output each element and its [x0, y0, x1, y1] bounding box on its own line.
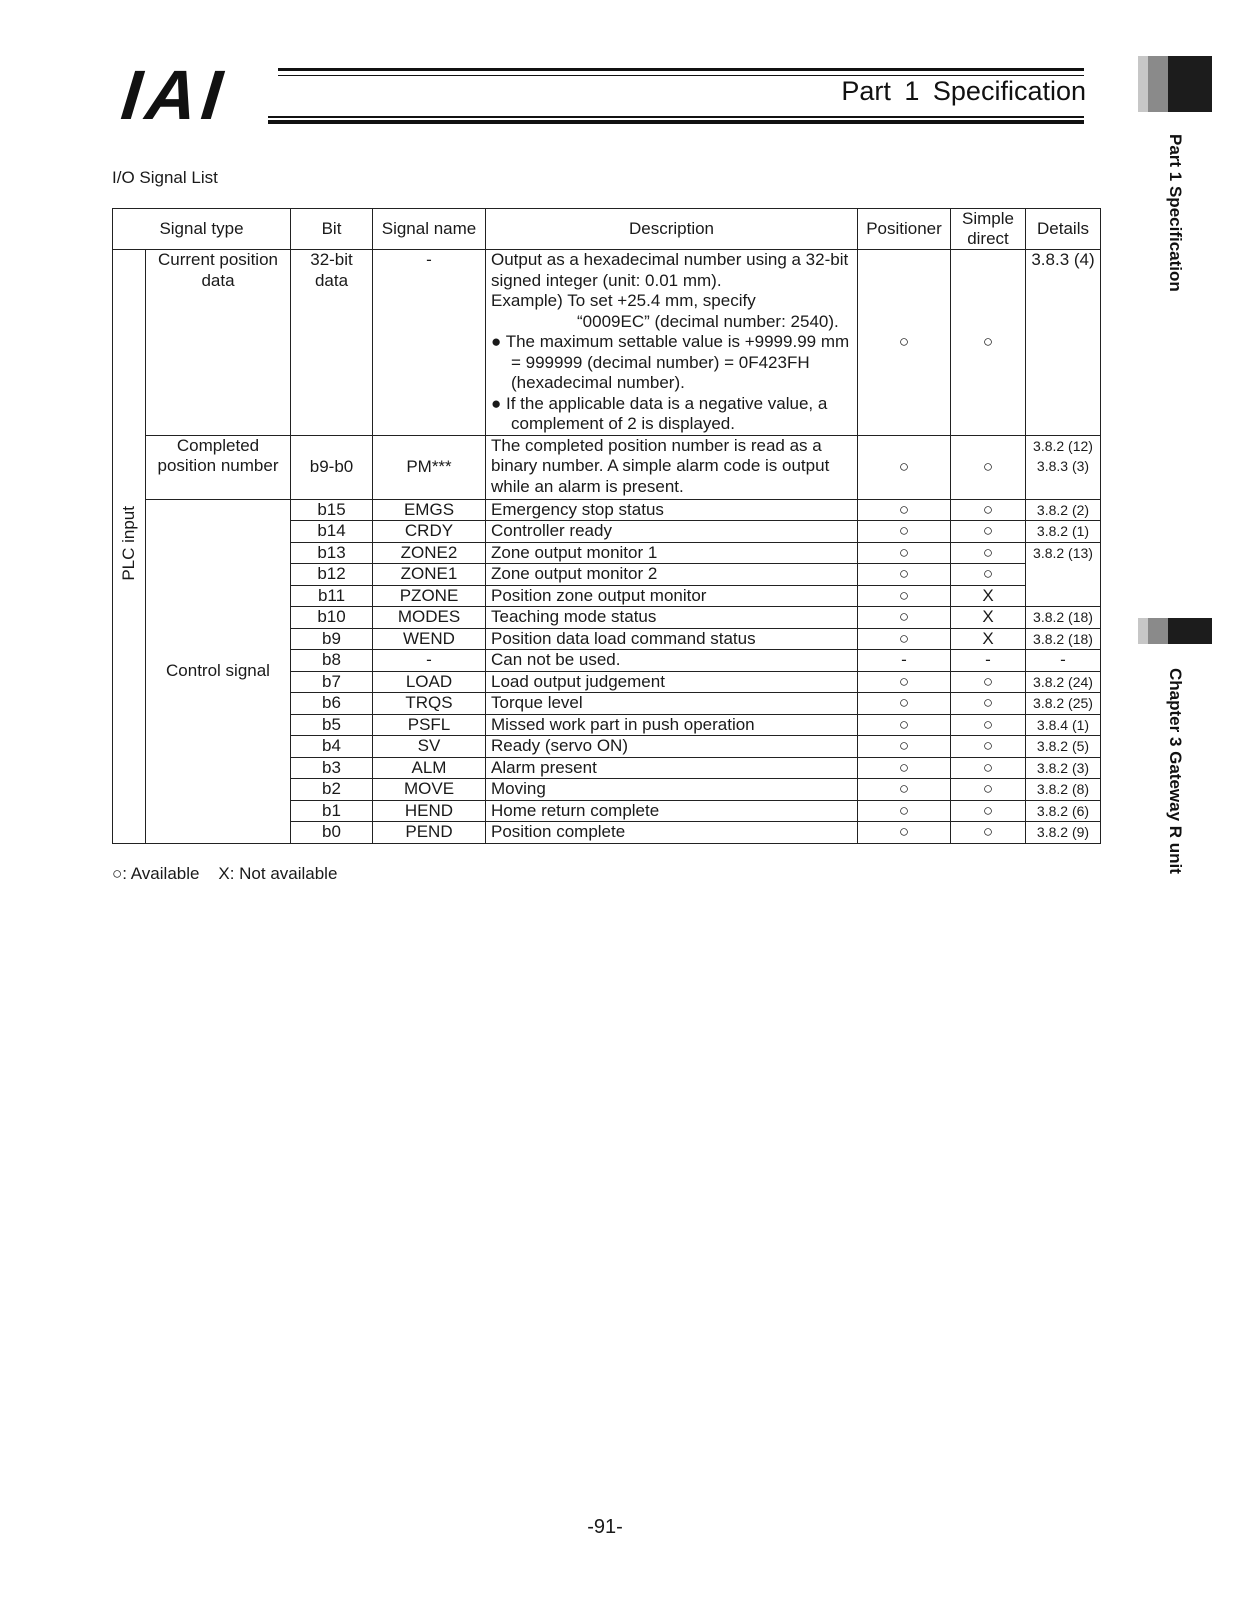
- description-cell: Moving: [486, 779, 858, 801]
- description-current-position: [486, 250, 858, 436]
- positioner-mark: ○: [858, 822, 951, 844]
- positioner-mark: ○: [858, 542, 951, 564]
- positioner-mark: ○: [858, 435, 951, 499]
- simple-direct-mark: X: [951, 607, 1026, 629]
- header-signal-type: Signal type: [113, 209, 291, 250]
- description-cell: Can not be used.: [486, 650, 858, 672]
- signal-name-cell: PZONE: [373, 585, 486, 607]
- details-ref: 3.8.2 (25): [1026, 693, 1101, 715]
- simple-direct-mark: X: [951, 585, 1026, 607]
- positioner-mark: ○: [858, 779, 951, 801]
- side-label-part: Part 1 Specification: [1166, 134, 1185, 292]
- side-tab-part: [1168, 56, 1212, 112]
- simple-direct-mark: ○: [951, 671, 1026, 693]
- description-line: “0009EC” (decimal number: 2540).: [577, 311, 839, 331]
- name-completed-position: PM***: [373, 435, 486, 499]
- details-ref: 3.8.2 (9): [1026, 822, 1101, 844]
- positioner-mark: ○: [858, 714, 951, 736]
- positioner-mark: ○: [858, 585, 951, 607]
- details-ref: -: [1026, 650, 1101, 672]
- description-line: Output as a hexadecimal number using a 32-bit signed integer (unit: 0.01 mm).: [491, 250, 849, 290]
- bit-current-position: 32-bit data: [291, 250, 373, 436]
- bit-cell: b9: [291, 628, 373, 650]
- legend: ○: Available X: Not available: [112, 864, 338, 883]
- header-details: Details: [1026, 209, 1101, 250]
- section-title: I/O Signal List: [112, 168, 218, 187]
- details-ref: 3.8.2 (3): [1026, 757, 1101, 779]
- signal-name-cell: WEND: [373, 628, 486, 650]
- header-rule-bottom: [268, 116, 1084, 118]
- description-cell: Ready (servo ON): [486, 736, 858, 758]
- signal-name-cell: LOAD: [373, 671, 486, 693]
- bit-cell: b3: [291, 757, 373, 779]
- details-ref: 3.8.2 (1): [1026, 521, 1101, 543]
- name-current-position: -: [373, 250, 486, 436]
- bit-cell: b8: [291, 650, 373, 672]
- bit-cell: b14: [291, 521, 373, 543]
- header-bit: Bit: [291, 209, 373, 250]
- positioner-mark: ○: [858, 671, 951, 693]
- description-cell: Zone output monitor 2: [486, 564, 858, 586]
- description-cell: Teaching mode status: [486, 607, 858, 629]
- bit-cell: b2: [291, 779, 373, 801]
- bit-cell: b11: [291, 585, 373, 607]
- positioner-mark: ○: [858, 521, 951, 543]
- positioner-mark: ○: [858, 628, 951, 650]
- bit-cell: b13: [291, 542, 373, 564]
- bit-cell: b12: [291, 564, 373, 586]
- details-ref: 3.8.2 (18): [1026, 628, 1101, 650]
- details-ref: 3.8.2 (24): [1026, 671, 1101, 693]
- header-rule-bottom-thick: [268, 120, 1084, 124]
- description-cell: Position data load command status: [486, 628, 858, 650]
- description-cell: Position zone output monitor: [486, 585, 858, 607]
- bit-cell: b5: [291, 714, 373, 736]
- description-bullet: ● If the applicable data is a negative value, a complement of 2 is displayed.: [491, 393, 828, 433]
- details-ref: 3.8.3 (4): [1026, 250, 1101, 436]
- details-ref-line: 3.8.2 (12): [1033, 437, 1093, 454]
- signal-name-cell: PEND: [373, 822, 486, 844]
- simple-direct-mark: ○: [951, 521, 1026, 543]
- description-cell: Zone output monitor 1: [486, 542, 858, 564]
- side-tab-shade-mid: [1148, 56, 1168, 112]
- bit-cell: b4: [291, 736, 373, 758]
- side-label-chapter: Chapter 3 Gateway R unit: [1166, 668, 1185, 874]
- table-row: [113, 499, 1101, 521]
- simple-direct-mark: ○: [951, 250, 1026, 436]
- positioner-mark: ○: [858, 250, 951, 436]
- header-positioner: Positioner: [858, 209, 951, 250]
- io-signal-table: [112, 208, 1101, 844]
- table-header-row: [113, 209, 1101, 250]
- header-simple-direct: Simple direct: [951, 209, 1026, 250]
- signal-name-cell: ZONE1: [373, 564, 486, 586]
- positioner-mark: ○: [858, 564, 951, 586]
- signal-type-current-position: Current position data: [146, 250, 291, 436]
- table-row-completed-position: [113, 435, 1101, 499]
- group-label-plc-input: PLC input: [118, 506, 138, 581]
- signal-name-cell: ALM: [373, 757, 486, 779]
- side-tab-chapter: [1168, 618, 1212, 644]
- signal-name-cell: EMGS: [373, 499, 486, 521]
- positioner-mark: ○: [858, 693, 951, 715]
- description-cell: Position complete: [486, 822, 858, 844]
- signal-name-cell: CRDY: [373, 521, 486, 543]
- simple-direct-mark: ○: [951, 779, 1026, 801]
- simple-direct-mark: ○: [951, 736, 1026, 758]
- simple-direct-mark: ○: [951, 822, 1026, 844]
- simple-direct-mark: ○: [951, 714, 1026, 736]
- table-row-current-position: [113, 250, 1101, 436]
- signal-name-cell: MODES: [373, 607, 486, 629]
- bit-completed-position: b9-b0: [291, 435, 373, 499]
- simple-direct-mark: -: [951, 650, 1026, 672]
- details-ref: 3.8.2 (18): [1026, 607, 1101, 629]
- description-cell: Load output judgement: [486, 671, 858, 693]
- description-cell: Home return complete: [486, 800, 858, 822]
- side-tab-shade-light: [1138, 56, 1148, 112]
- bit-cell: b0: [291, 822, 373, 844]
- positioner-mark: ○: [858, 607, 951, 629]
- positioner-mark: ○: [858, 757, 951, 779]
- details-ref: 3.8.2 (13): [1026, 542, 1101, 607]
- iai-logo: IAI: [117, 56, 231, 134]
- details-ref: 3.8.2 (5): [1026, 736, 1101, 758]
- simple-direct-mark: ○: [951, 757, 1026, 779]
- bit-cell: b1: [291, 800, 373, 822]
- group-label-cell: [113, 250, 146, 844]
- page-number: -91-: [587, 1516, 623, 1538]
- signal-name-cell: HEND: [373, 800, 486, 822]
- description-line: Example) To set +25.4 mm, specify: [491, 291, 756, 310]
- signal-name-cell: MOVE: [373, 779, 486, 801]
- signal-name-cell: TRQS: [373, 693, 486, 715]
- description-cell: Emergency stop status: [486, 499, 858, 521]
- bit-cell: b10: [291, 607, 373, 629]
- bit-cell: b7: [291, 671, 373, 693]
- positioner-mark: ○: [858, 499, 951, 521]
- signal-type-completed-position: Completed position number: [146, 435, 291, 499]
- page-title: Part 1 Specification: [841, 76, 1086, 106]
- signal-type-control: Control signal: [146, 499, 291, 843]
- header-rule-top: [278, 68, 1084, 71]
- positioner-mark: ○: [858, 800, 951, 822]
- simple-direct-mark: ○: [951, 435, 1026, 499]
- signal-name-cell: -: [373, 650, 486, 672]
- side-tab-shade-mid-2: [1148, 618, 1168, 644]
- details-ref: 3.8.2 (6): [1026, 800, 1101, 822]
- description-completed-position: The completed position number is read as a binary number. A simple alarm code is output while an alarm is present.: [486, 435, 858, 499]
- details-ref-line: 3.8.3 (3): [1036, 458, 1090, 474]
- bit-cell: b15: [291, 499, 373, 521]
- positioner-mark: -: [858, 650, 951, 672]
- details-ref: 3.8.2 (8): [1026, 779, 1101, 801]
- bit-cell: b6: [291, 693, 373, 715]
- description-cell: Torque level: [486, 693, 858, 715]
- positioner-mark: ○: [858, 736, 951, 758]
- description-cell: Missed work part in push operation: [486, 714, 858, 736]
- header-description: Description: [486, 209, 858, 250]
- description-cell: Alarm present: [486, 757, 858, 779]
- simple-direct-mark: X: [951, 628, 1026, 650]
- description-bullet: ● The maximum settable value is +9999.99 mm = 999999 (decimal number) = 0F423FH (hexadecimal number).: [491, 332, 850, 392]
- details-ref: 3.8.2 (2): [1026, 499, 1101, 521]
- simple-direct-mark: ○: [951, 499, 1026, 521]
- simple-direct-mark: ○: [951, 800, 1026, 822]
- side-tab-shade-light-2: [1138, 618, 1148, 644]
- header-signal-name: Signal name: [373, 209, 486, 250]
- details-ref: 3.8.4 (1): [1026, 714, 1101, 736]
- simple-direct-mark: ○: [951, 693, 1026, 715]
- signal-name-cell: PSFL: [373, 714, 486, 736]
- signal-name-cell: ZONE2: [373, 542, 486, 564]
- description-cell: Controller ready: [486, 521, 858, 543]
- signal-name-cell: SV: [373, 736, 486, 758]
- details-ref: [1026, 435, 1101, 499]
- simple-direct-mark: ○: [951, 542, 1026, 564]
- simple-direct-mark: ○: [951, 564, 1026, 586]
